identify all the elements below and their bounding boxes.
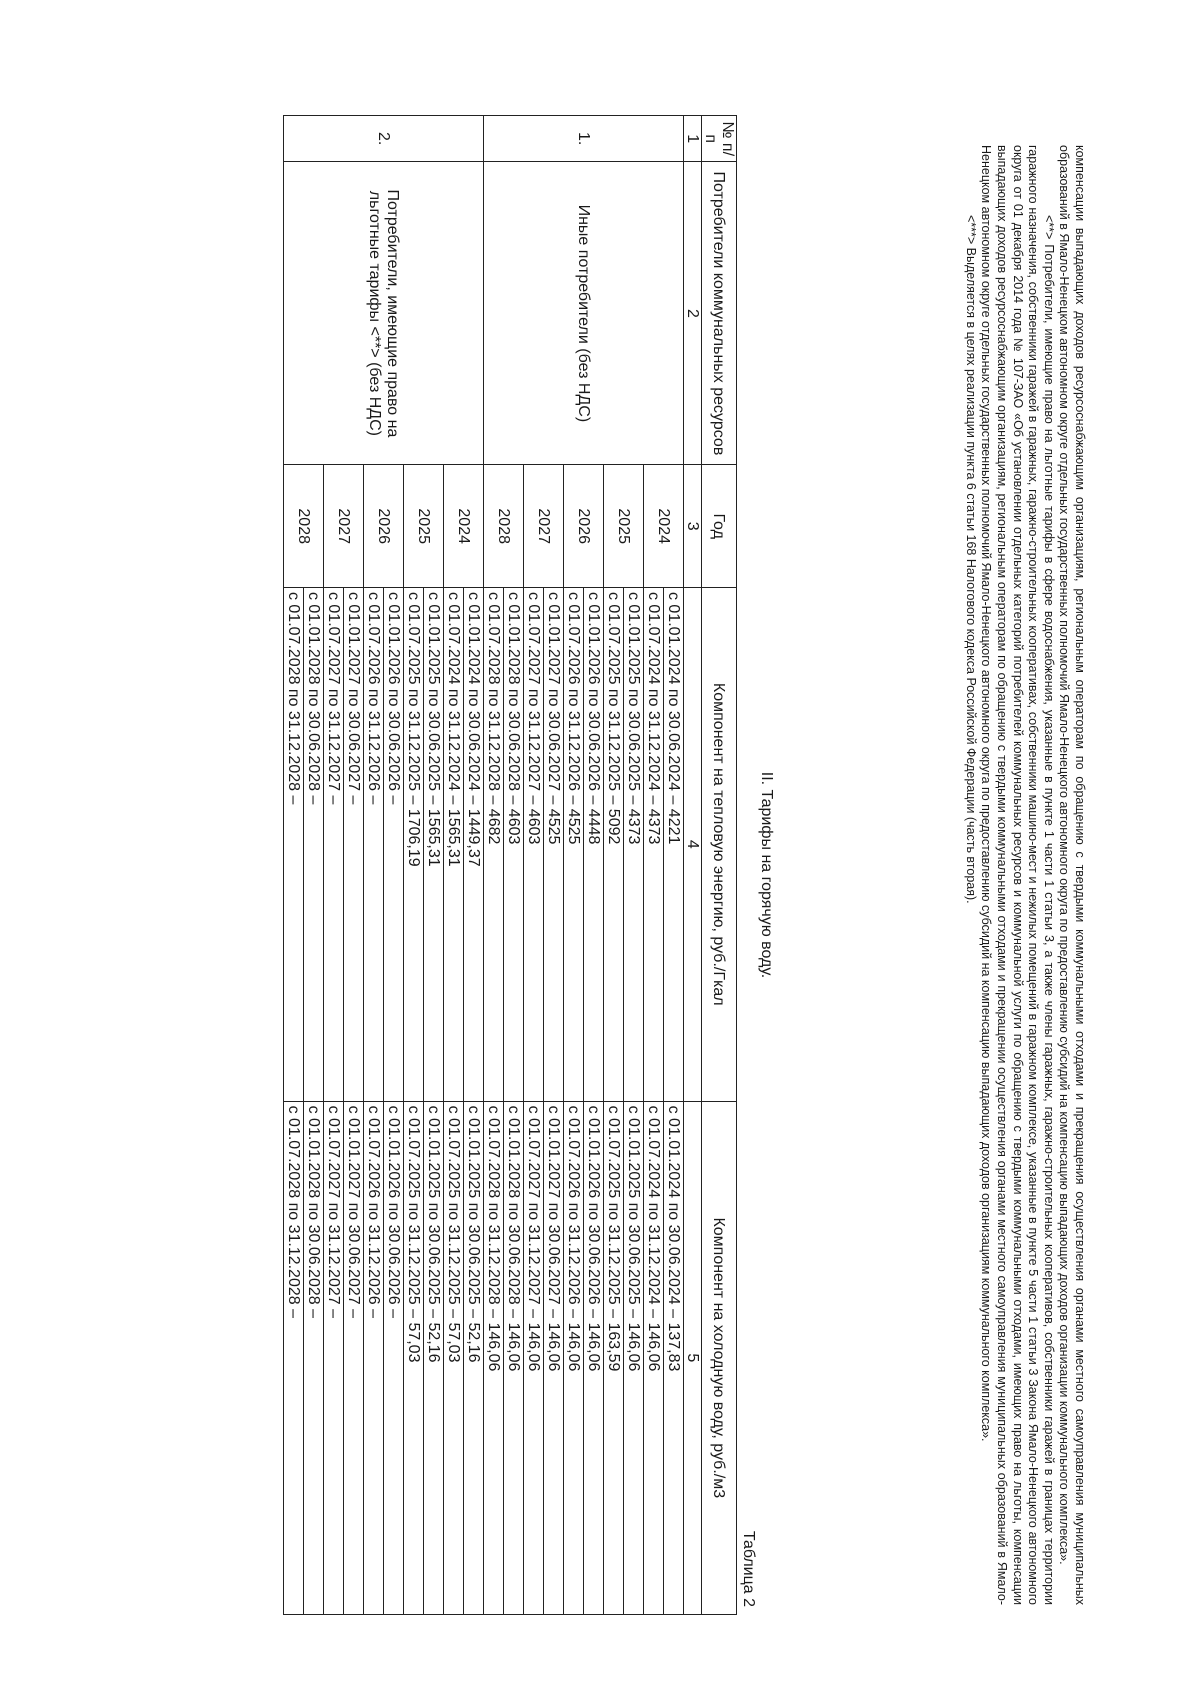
section-title: II. Тарифы на горячую воду. [758,771,775,979]
heat-period-value: с 01.07.2028 по 31.12.2028 – [284,588,304,1101]
heat-period-value: с 01.01.2024 по 30.06.2024 – 4221 [665,591,682,845]
column-number: 2 [684,162,702,465]
cold-period-value: с 01.07.2028 по 31.12.2028 – 146,06 [484,1102,504,1614]
cold-component-cell [564,1101,604,1614]
cold-period-value: с 01.07.2025 по 31.12.2025 – 163,59 [604,1102,624,1614]
row-number-cell: 2. [284,116,484,162]
year-cell: 2025 [404,465,444,588]
heat-period-value: с 01.01.2026 по 30.06.2026 – 4448 [585,591,602,845]
heat-period-value: с 01.01.2025 по 30.06.2025 – 1565,31 [425,591,442,867]
cold-component-cell [284,1101,324,1614]
cold-period-value: с 01.07.2027 по 31.12.2027 – 146,06 [524,1102,544,1614]
row-number-cell: 1. [484,116,684,162]
cold-period-value: с 01.01.2027 по 30.06.2027 – 146,06 [545,1105,562,1372]
cold-period-value: с 01.01.2026 по 30.06.2026 – [385,1105,402,1318]
cold-component-cell [524,1101,564,1614]
consumer-category-cell: Потребители, имеющие право на льготные тарифы <**> (без НДС) [284,162,484,465]
cold-period-value: с 01.07.2025 по 31.12.2025 – 57,03 [404,1102,424,1614]
cold-period-value: с 01.01.2025 по 30.06.2025 – 52,16 [425,1105,442,1363]
heat-period-value: с 01.01.2024 по 30.06.2024 – 1449,37 [465,591,482,867]
cold-period-value: с 01.07.2025 по 31.12.2025 – 57,03 [444,1102,464,1614]
heat-component-cell [324,587,364,1101]
year-cell: 2024 [644,465,684,588]
year-cell: 2027 [524,465,564,588]
table-header-row [702,116,737,1615]
table-row [644,116,684,1615]
column-number: 1 [684,116,702,162]
table-row [444,116,484,1615]
cold-component-cell [444,1101,484,1614]
consumer-category-cell: Иные потребители (без НДС) [484,162,684,465]
heat-period-value: с 01.01.2026 по 30.06.2026 – [385,591,402,805]
header-num: № п/п [702,116,737,162]
heat-component-cell [444,587,484,1101]
header-year: Год [702,465,737,588]
heat-component-cell [644,587,684,1101]
footnote-double-star: <**> Потребители, имеющие право на льготные тарифы в сфере водоснабжения, указанные в пункте 1 части 1 статьи 3, а также члены гаражных, гаражно-строительных кооперативов, собственники гаражей в границах территории гаражного назначения, собственники гаражей в гаражных, гаражно-строительных кооперативах, собственники машино-мест и нежилых помещений в гаражном комплексе, указанные в пункте 5 части 1 статьи 3 Закона Ямало-Ненецкого автономного округа от 01 декабря 2014 года № 107-ЗАО «Об установлении отдельных категорий потребителей коммунальных ресурсов и коммунальной услуги по обращению с твердыми коммунальными отходами, имеющих право на льготы, компенсации выпадающих доходов ресурсоснабжающим организациям, региональным операторам по обращению с твердыми коммунальными отходами и прекращении осуществления органами местного самоуправления муниципальных образований в Ямало-Ненецком автономном округе отдельных государственных полномочий Ямало-Ненецкого автономного округа по предоставлению субсидий на компенсацию выпадающих доходов организациям коммунального комплекса». [979,145,1056,1605]
footnotes [962,145,1087,1605]
heat-period-value: с 01.07.2026 по 31.12.2026 – 4525 [564,588,584,1101]
year-cell: 2028 [284,465,324,588]
heat-period-value: с 01.01.2025 по 30.06.2025 – 4373 [625,591,642,845]
year-cell: 2024 [444,465,484,588]
heat-component-cell [364,587,404,1101]
cold-period-value: с 01.07.2028 по 31.12.2028 – [284,1102,304,1614]
tariff-table [283,115,737,1615]
header-cold: Компонент на холодную воду, руб./м3 [702,1101,737,1614]
heat-component-cell [524,587,564,1101]
year-cell: 2026 [564,465,604,588]
cold-period-value: с 01.07.2026 по 31.12.2026 – 146,06 [564,1102,584,1614]
cold-period-value: с 01.07.2024 по 31.12.2024 – 146,06 [644,1102,664,1614]
heat-period-value: с 01.07.2025 по 31.12.2025 – 5092 [604,588,624,1101]
table-body [284,116,684,1615]
column-number-row [684,116,702,1615]
cold-period-value: с 01.01.2024 по 30.06.2024 – 137,83 [665,1105,682,1372]
heat-component-cell [564,587,604,1101]
heat-period-value: с 01.07.2024 по 31.12.2024 – 1565,31 [444,588,464,1101]
column-number: 5 [684,1101,702,1614]
heat-period-value: с 01.07.2024 по 31.12.2024 – 4373 [644,588,664,1101]
heat-period-value: с 01.07.2027 по 31.12.2027 – [324,588,344,1101]
cold-period-value: с 01.01.2028 по 30.06.2028 – [305,1105,322,1318]
table-caption: Таблица 2 [740,1530,757,1607]
heat-period-value: с 01.07.2025 по 31.12.2025 – 1706,19 [404,588,424,1101]
cold-period-value: с 01.01.2028 по 30.06.2028 – 146,06 [505,1105,522,1372]
cold-period-value: с 01.01.2025 по 30.06.2025 – 52,16 [465,1105,482,1363]
document-page [15,105,1095,1645]
heat-component-cell [604,587,644,1101]
cold-component-cell [404,1101,444,1614]
cold-period-value: с 01.01.2025 по 30.06.2025 – 146,06 [625,1105,642,1372]
cold-component-cell [324,1101,364,1614]
cold-component-cell [364,1101,404,1614]
cold-period-value: с 01.07.2027 по 31.12.2027 – [324,1102,344,1614]
header-consumers: Потребители коммунальных ресурсов [702,162,737,465]
year-cell: 2026 [364,465,404,588]
heat-period-value: с 01.07.2026 по 31.12.2026 – [364,588,384,1101]
cold-component-cell [604,1101,644,1614]
heat-period-value: с 01.01.2027 по 30.06.2027 – [345,591,362,805]
heat-component-cell [484,587,524,1101]
footnote-triple-star: <***> Выделяется в целях реализации пункта 6 статьи 168 Налогового кодекса Российской Федерации (часть вторая). [963,215,978,904]
heat-period-value: с 01.07.2028 по 31.12.2028 – 4682 [484,588,504,1101]
cold-period-value: с 01.01.2027 по 30.06.2027 – [345,1105,362,1318]
column-number: 3 [684,465,702,588]
cold-period-value: с 01.01.2026 по 30.06.2026 – 146,06 [585,1105,602,1372]
heat-period-value: с 01.07.2027 по 31.12.2027 – 4603 [524,588,544,1101]
column-number: 4 [684,587,702,1101]
heat-period-value: с 01.01.2028 по 30.06.2028 – [305,591,322,805]
year-cell: 2027 [324,465,364,588]
year-cell: 2028 [484,465,524,588]
header-heat: Компонент на тепловую энергию, руб./Гкал [702,587,737,1101]
heat-component-cell [284,587,324,1101]
footnote-continuation: компенсации выпадающих доходов ресурсоснабжающим организациям, региональным операторам по обращению с твердыми коммунальными отходами и прекращения осуществления органами местного самоуправления муниципальных образований в Ямало-Ненецком автономном округе отдельных государственных полномочий Ямало-Ненецкого автономного округа по предоставлению субсидий на компенсацию выпадающих доходов организации коммунального комплекса». [1057,145,1087,1605]
year-cell: 2025 [604,465,644,588]
cold-component-cell [484,1101,524,1614]
heat-period-value: с 01.01.2027 по 30.06.2027 – 4525 [545,591,562,845]
cold-period-value: с 01.07.2026 по 31.12.2026 – [364,1102,384,1614]
cold-component-cell [644,1101,684,1614]
heat-period-value: с 01.01.2028 по 30.06.2028 – 4603 [505,591,522,845]
heat-component-cell [404,587,444,1101]
